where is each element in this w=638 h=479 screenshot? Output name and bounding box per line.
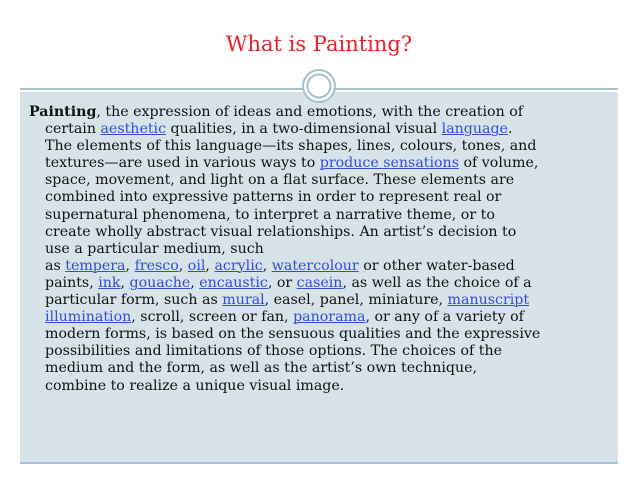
link-language[interactable]: language	[441, 121, 508, 138]
paragraph-segment: ,	[262, 257, 272, 274]
paragraph-segment: ,	[190, 274, 200, 291]
link-panorama[interactable]: panorama	[293, 309, 366, 326]
link-aesthetic[interactable]: aesthetic	[100, 121, 167, 138]
link-casein[interactable]: casein	[296, 274, 343, 291]
term-painting: Painting	[29, 104, 97, 120]
paragraph-segment: or other water-based paints,	[45, 257, 515, 291]
link-fresco[interactable]: fresco	[134, 257, 179, 274]
link-encaustic[interactable]: encaustic	[199, 274, 268, 291]
paragraph-segment: ,	[178, 257, 188, 274]
paragraph-segment: ,	[125, 257, 135, 274]
paragraph-segment: , the expression of ideas and emotions, with the creation of certain	[45, 104, 524, 138]
paragraph-segment: , as well as the choice of a particular form, such as	[45, 274, 532, 309]
link-oil[interactable]: oil	[187, 257, 206, 274]
link-tempera[interactable]: tempera	[65, 257, 126, 274]
paragraph-segment: , or	[267, 274, 297, 291]
double-circle-ornament-icon	[302, 69, 336, 103]
paragraph-segment: . The elements of this language—its shapes, lines, colours, tones, and textures—are used in various ways to	[45, 121, 537, 172]
link-manuscript-illumination[interactable]: manuscript illumination	[45, 292, 530, 326]
bottom-divider	[20, 462, 618, 464]
link-ink[interactable]: ink	[98, 274, 121, 291]
paragraph-segment: ,	[205, 257, 215, 274]
paragraph-segment: , easel, panel, miniature,	[264, 292, 448, 309]
paragraph-segment: , scroll, screen or fan,	[131, 309, 294, 326]
link-watercolour[interactable]: watercolour	[271, 257, 359, 274]
link-acrylic[interactable]: acrylic	[214, 257, 263, 274]
slide-title: What is Painting?	[225, 32, 413, 56]
paragraph-segment: , or any of a variety of modern forms, is based on the sensuous qualities and the expressive possibilities and limitations of those options. The choices of the medium and the form, as well as the artist’s own technique, combine to realize a unique visual image.	[45, 309, 541, 394]
body-paragraph	[29, 104, 623, 395]
link-produce-sensations[interactable]: produce sensations	[319, 155, 459, 172]
paragraph-segment: of volume, space, movement, and light on a flat surface. These elements are combined into expressive patterns in order to represent real or supernatural phenomena, to interpret a narrative theme, or to create wholly abstract visual relationships. An artist’s decision to use a particular medium, such as	[45, 155, 539, 274]
paragraph-segment: qualities, in a two-dimensional visual	[166, 121, 442, 138]
paragraph-segment: ,	[120, 274, 130, 291]
link-gouache[interactable]: gouache	[129, 274, 191, 291]
link-mural[interactable]: mural	[222, 292, 265, 309]
